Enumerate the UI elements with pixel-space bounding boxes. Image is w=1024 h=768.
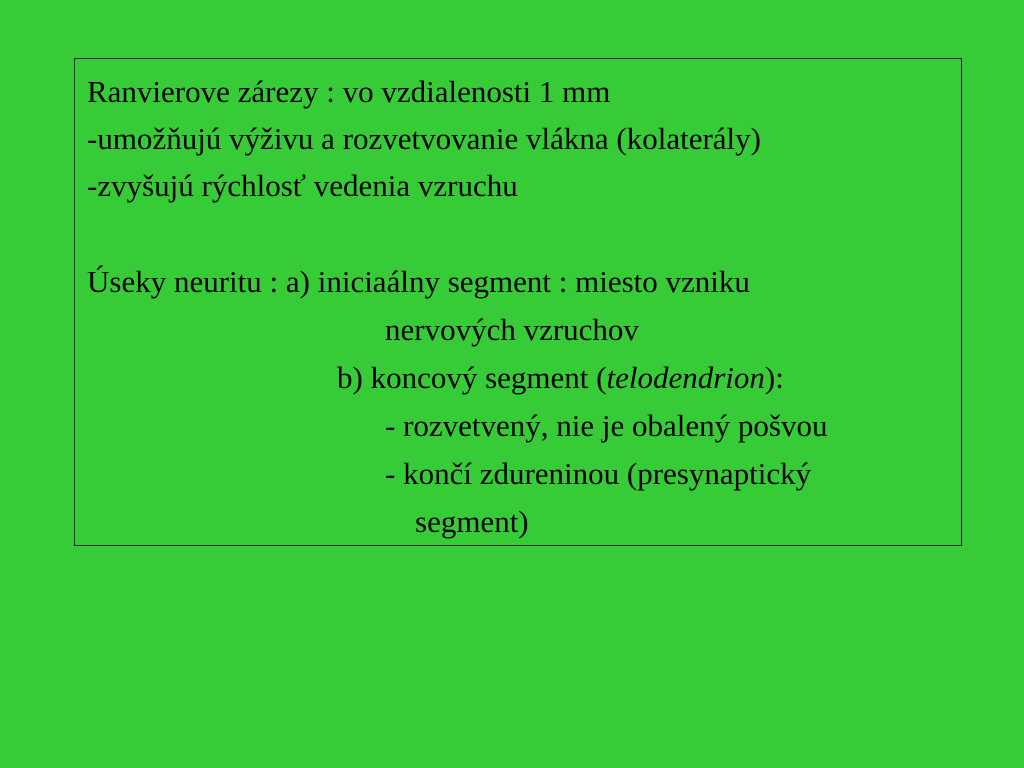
neurite-b-prefix: b) koncový segment ( bbox=[337, 360, 607, 395]
neurite-b-point-1: - rozvetvený, nie je obalený pošvou bbox=[385, 408, 828, 443]
ranvier-heading: Ranvierove zárezy : vo vzdialenosti 1 mm bbox=[87, 74, 611, 109]
neurite-b-point-2-continuation: segment) bbox=[415, 504, 529, 539]
neurite-a-continuation: nervových vzruchov bbox=[385, 312, 639, 347]
neurite-b-suffix: ): bbox=[764, 360, 784, 395]
text-box bbox=[74, 58, 962, 546]
neurite-b-line bbox=[337, 355, 784, 401]
ranvier-point-1: -umožňujú výživu a rozvetvovanie vlákna (kolaterály) bbox=[87, 121, 761, 156]
ranvier-point-2: -zvyšujú rýchlosť vedenia vzruchu bbox=[87, 168, 518, 203]
neurite-b-point-2: - končí zdureninou (presynaptický bbox=[385, 456, 812, 491]
neurite-heading: Úseky neuritu : a) iniciaálny segment : miesto vzniku bbox=[87, 264, 750, 299]
telodendrion-term: telodendrion bbox=[606, 360, 765, 395]
